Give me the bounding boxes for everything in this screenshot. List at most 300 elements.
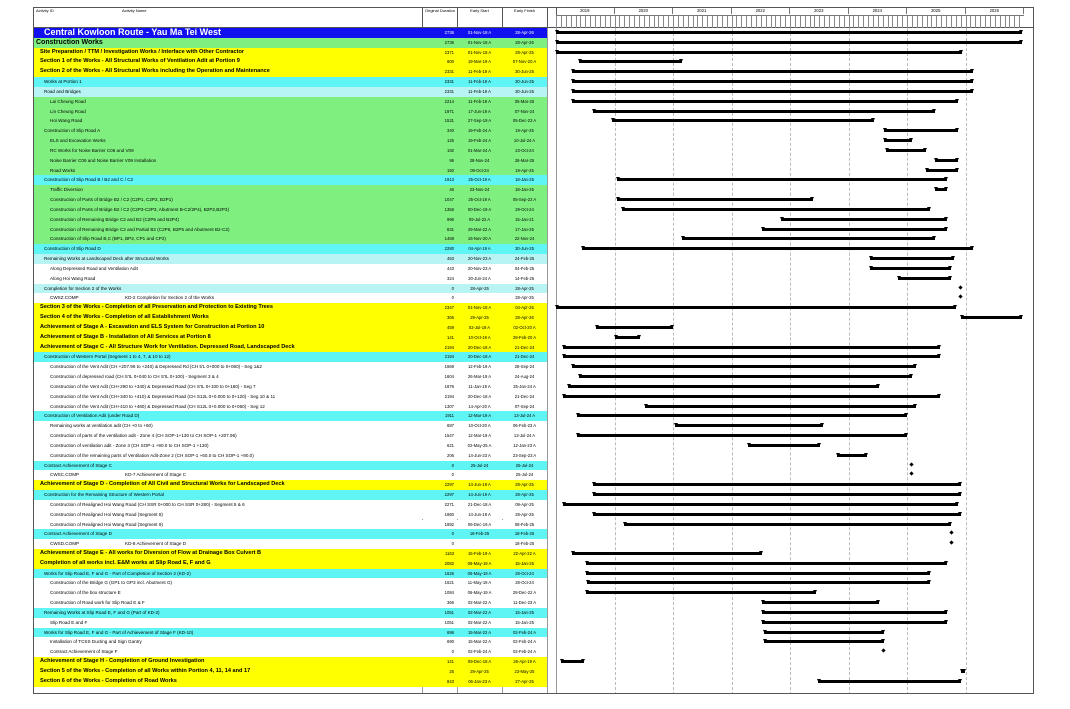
- gantt-bar[interactable]: [617, 198, 814, 201]
- activity-row[interactable]: [34, 628, 1033, 638]
- activity-label: Construction of Slip Road D: [44, 246, 101, 252]
- month-tick: [888, 16, 889, 28]
- activity-row[interactable]: [34, 392, 1033, 402]
- month-tick: [873, 16, 874, 28]
- activity-row[interactable]: [34, 77, 1033, 87]
- activity-label: Slip Road E and F: [50, 619, 88, 625]
- activity-label: ELS and Excavation Works: [50, 138, 106, 144]
- activity-row[interactable]: [34, 431, 1033, 441]
- activity-code-label: KD-7 Achievement of Stage C: [125, 472, 187, 478]
- early-finish-cell: 30-Jun-25: [515, 69, 534, 75]
- gantt-lane: [556, 146, 1024, 155]
- month-tick: [912, 16, 913, 28]
- early-finish-cell: 13-Jul-24 A: [513, 433, 536, 439]
- duration-cell: 46: [449, 187, 454, 193]
- activity-row[interactable]: [34, 372, 1033, 382]
- duration-cell: 141: [447, 659, 454, 665]
- early-start-cell: 17-Jun-19 A: [468, 108, 491, 114]
- gantt-bar[interactable]: [818, 680, 961, 683]
- activity-row[interactable]: [34, 461, 1033, 471]
- gantt-bar[interactable]: [568, 385, 879, 388]
- activity-row[interactable]: [34, 500, 1033, 510]
- gantt-bar[interactable]: [577, 414, 907, 417]
- month-tick: [771, 16, 772, 28]
- gantt-bar[interactable]: [579, 375, 911, 378]
- activity-row[interactable]: [34, 677, 1033, 687]
- activity-row[interactable]: [34, 244, 1033, 254]
- early-start-cell: 02-Mar-22 A: [467, 609, 492, 615]
- month-tick: [629, 16, 630, 28]
- early-finish-cell: 28-Oct-24: [515, 580, 534, 586]
- gantt-bar[interactable]: [587, 581, 930, 584]
- activity-row[interactable]: [34, 166, 1033, 176]
- gantt-lane: [556, 28, 1024, 37]
- gantt-bar[interactable]: [563, 346, 940, 349]
- gantt-bar[interactable]: [935, 188, 947, 191]
- activity-code-label: KD-2 Completion for Section 2 of the Works: [125, 295, 215, 301]
- gantt-lane: [556, 667, 1024, 676]
- year-label: 2023: [790, 8, 849, 14]
- month-tick: [697, 16, 698, 28]
- activity-label: Construction of depressed road (CH S'IL 0+040 to CH S'IL 0+100) - Segment 3 & 4: [50, 374, 219, 380]
- early-finish-cell: 08-Feb-25: [514, 521, 535, 527]
- gantt-lane: [556, 156, 1024, 165]
- activity-label: Achievement of Stage D - Completion of All Civil and Structural Works for Landscaped Deck: [40, 481, 285, 488]
- month-tick: [931, 16, 932, 28]
- gantt-bar[interactable]: [886, 149, 926, 152]
- early-finish-cell: 05-Mar-25: [514, 98, 535, 104]
- early-finish-cell: 21-Dec-24: [514, 344, 535, 350]
- header-activity-name[interactable]: Activity Name: [122, 8, 147, 13]
- gantt-bar[interactable]: [837, 454, 867, 457]
- gantt-bar[interactable]: [622, 208, 931, 211]
- gantt-bar[interactable]: [762, 611, 947, 614]
- month-tick: [722, 16, 723, 28]
- activity-label: Construction of the Vent Adit (CH+290 to +340) & Depressed Road (CH S'IL 0+100 to 0+160) - Seg 7: [50, 383, 256, 389]
- duration-cell: 1547: [444, 433, 454, 439]
- gantt-bar[interactable]: [593, 493, 960, 496]
- month-tick: [668, 16, 669, 28]
- gantt-lane: [556, 598, 1024, 607]
- gantt-bar[interactable]: [572, 365, 916, 368]
- duration-cell: 0: [451, 541, 454, 547]
- activity-row[interactable]: [34, 441, 1033, 451]
- early-start-cell: 11-Feb-19 A: [468, 69, 491, 75]
- activity-row[interactable]: [34, 156, 1033, 166]
- month-tick: [600, 16, 601, 28]
- activity-row[interactable]: [34, 313, 1033, 323]
- milestone-diamond[interactable]: [949, 531, 953, 535]
- gantt-bar[interactable]: [926, 169, 959, 172]
- early-finish-cell: 19-Apr-25: [515, 167, 534, 173]
- gantt-bar[interactable]: [596, 326, 673, 329]
- month-tick: [1019, 16, 1020, 28]
- activity-label: Hoi Wang Road: [50, 118, 83, 124]
- milestone-diamond[interactable]: [910, 472, 914, 476]
- duration-cell: 843: [447, 678, 454, 684]
- gantt-bar[interactable]: [572, 70, 972, 73]
- month-tick: [644, 16, 645, 28]
- gantt-bar[interactable]: [675, 424, 822, 427]
- month-tick: [649, 16, 650, 28]
- early-finish-cell: 28-Apr-26: [515, 30, 534, 35]
- activity-row[interactable]: [34, 215, 1033, 225]
- early-start-cell: 28-Nov-24: [469, 157, 490, 163]
- milestone-diamond[interactable]: [959, 295, 963, 299]
- month-tick: [883, 16, 884, 28]
- gantt-bar[interactable]: [556, 306, 956, 309]
- month-tick: [678, 16, 679, 28]
- gantt-bar[interactable]: [556, 51, 962, 54]
- gantt-lane: [556, 647, 1024, 656]
- gantt-bar[interactable]: [563, 355, 940, 358]
- month-tick: [936, 16, 937, 28]
- gantt-bar[interactable]: [612, 119, 874, 122]
- activity-row[interactable]: [34, 284, 1033, 294]
- activity-row[interactable]: [34, 205, 1033, 215]
- gantt-bar[interactable]: [961, 316, 1022, 319]
- gantt-bar[interactable]: [572, 80, 972, 83]
- activity-label: Construction of Realigned Hoi Wang Road (CH SSR 0+000 to CH SSR 0+280) - Segment 5 & 6: [50, 501, 245, 507]
- header-early-finish[interactable]: Early Finish: [514, 8, 535, 13]
- gantt-bar[interactable]: [586, 562, 946, 565]
- duration-cell: 2194: [444, 393, 454, 399]
- gantt-bar[interactable]: [870, 267, 952, 270]
- activity-row[interactable]: [34, 48, 1033, 58]
- duration-cell: 0: [451, 531, 454, 537]
- early-start-cell: 14-Apr-20 A: [468, 403, 491, 409]
- gantt-bar[interactable]: [764, 640, 883, 643]
- duration-cell: 2297: [444, 482, 454, 488]
- duration-cell: 2194: [444, 354, 454, 360]
- gantt-lane: [556, 628, 1024, 637]
- activity-label: Section 6 of the Works - Completion of Road Works: [40, 677, 177, 684]
- early-start-cell: 02-May-25 A: [467, 442, 492, 448]
- gantt-bar[interactable]: [762, 601, 879, 604]
- gantt-bar[interactable]: [593, 513, 960, 516]
- gantt-bar[interactable]: [593, 110, 935, 113]
- month-tick: [717, 16, 718, 28]
- duration-cell: 1084: [444, 590, 454, 596]
- early-start-cell: 23-Nov-24: [469, 187, 490, 193]
- duration-cell: 2280: [444, 246, 454, 252]
- activity-row[interactable]: [34, 569, 1033, 579]
- gantt-bar[interactable]: [577, 434, 907, 437]
- activity-row[interactable]: [34, 87, 1033, 97]
- month-tick: [975, 16, 976, 28]
- month-tick: [775, 16, 776, 28]
- early-start-cell: 02-Mar-22 A: [467, 619, 492, 625]
- activity-row[interactable]: [34, 559, 1033, 569]
- early-finish-cell: 18-Jan-25: [515, 177, 534, 183]
- activity-row[interactable]: [34, 254, 1033, 264]
- gantt-lane: [556, 392, 1024, 401]
- early-finish-cell: 24-Aug-24: [514, 374, 535, 380]
- gantt-lane: [556, 382, 1024, 391]
- gantt-lane: [556, 588, 1024, 597]
- gantt-bar[interactable]: [582, 247, 973, 250]
- duration-cell: 1604: [444, 374, 454, 380]
- gantt-bar[interactable]: [764, 631, 883, 634]
- activity-row[interactable]: [34, 195, 1033, 205]
- early-finish-cell: 29-Feb-20 A: [512, 334, 537, 340]
- activity-row[interactable]: [34, 38, 1033, 48]
- gantt-lane: [556, 284, 1024, 293]
- activity-row[interactable]: [34, 510, 1033, 520]
- early-start-cell: 12-Mar-19 A: [467, 413, 492, 419]
- gantt-bar[interactable]: [870, 257, 954, 260]
- early-finish-cell: 15-Jan-25: [515, 560, 534, 566]
- activity-label: Central Kowloon Route - Yau Ma Tei West: [44, 28, 222, 37]
- early-finish-cell: 12-Jan-23 A: [513, 442, 536, 448]
- month-tick: [741, 16, 742, 28]
- activity-row[interactable]: [34, 323, 1033, 333]
- duration-cell: 0: [451, 285, 454, 291]
- activity-row[interactable]: [34, 57, 1033, 67]
- early-start-cell: 20-Dec-18 A: [467, 393, 492, 399]
- duration-cell: 1163: [444, 550, 454, 556]
- activity-row[interactable]: [34, 637, 1033, 647]
- activity-row[interactable]: [34, 97, 1033, 107]
- duration-cell: 0: [451, 462, 454, 468]
- gantt-lane: [556, 97, 1024, 106]
- gantt-lane: [556, 441, 1024, 450]
- activity-row[interactable]: [34, 520, 1033, 530]
- gantt-bar[interactable]: [762, 228, 947, 231]
- milestone-diamond[interactable]: [910, 462, 914, 466]
- gantt-lane: [556, 637, 1024, 646]
- early-start-cell: 20-Jun-24 A: [468, 275, 491, 281]
- gantt-bar[interactable]: [579, 60, 682, 63]
- month-tick: [736, 16, 737, 28]
- early-start-cell: 06-May-19 A: [467, 570, 492, 576]
- header-activity-id[interactable]: Activity ID: [36, 8, 54, 13]
- activity-row[interactable]: [34, 234, 1033, 244]
- gantt-bar[interactable]: [563, 395, 940, 398]
- activity-row[interactable]: [34, 480, 1033, 490]
- activity-row[interactable]: [34, 126, 1033, 136]
- activity-row[interactable]: [34, 411, 1033, 421]
- gantt-bar[interactable]: [563, 503, 958, 506]
- early-finish-cell: 30-Jun-25: [515, 88, 534, 94]
- activity-row[interactable]: [34, 352, 1033, 362]
- activity-row[interactable]: [34, 490, 1033, 500]
- early-finish-cell: 02-Feb-24 A: [512, 639, 537, 645]
- activity-label: Works for Slip Road E, F and G - Part of Completion of Section 2 (KD-2): [44, 570, 191, 576]
- gantt-bar[interactable]: [682, 237, 935, 240]
- gantt-bar[interactable]: [645, 405, 916, 408]
- gantt-lane: [556, 136, 1024, 145]
- gantt-lane: [556, 461, 1024, 470]
- activity-row[interactable]: [34, 303, 1033, 313]
- activity-label: Construction of Slip Road A: [44, 128, 101, 134]
- duration-cell: 2331: [444, 88, 454, 94]
- early-finish-cell: 07-Sep-24: [514, 403, 535, 409]
- early-start-cell: 19-Mar-19 A: [467, 59, 492, 65]
- activity-row[interactable]: [34, 343, 1033, 353]
- duration-cell: 1051: [444, 619, 454, 625]
- activity-label: Construction Works: [36, 38, 103, 46]
- month-tick: [658, 16, 659, 28]
- activity-row[interactable]: [34, 28, 1033, 38]
- activity-label: Lai Cheung Road: [50, 98, 86, 104]
- year-label: 2024: [849, 8, 908, 14]
- duration-cell: 0: [451, 295, 454, 301]
- activity-row[interactable]: [34, 588, 1033, 598]
- early-finish-cell: 28-Dec-22 A: [512, 590, 537, 596]
- duration-cell: 2347: [444, 305, 454, 311]
- gantt-bar[interactable]: [961, 670, 966, 673]
- gantt-lane: [556, 274, 1024, 283]
- early-finish-cell: 28-Apr-25: [515, 492, 534, 497]
- month-tick: [561, 16, 562, 28]
- month-tick: [800, 16, 801, 28]
- activity-row[interactable]: [34, 67, 1033, 77]
- early-start-cell: 06-Dec-19 A: [467, 521, 492, 527]
- month-tick: [785, 16, 786, 28]
- month-tick: [980, 16, 981, 28]
- activity-row[interactable]: [34, 136, 1033, 146]
- activity-id: CWSC.COMP: [50, 472, 80, 478]
- gantt-bar[interactable]: [884, 139, 912, 142]
- activity-row[interactable]: [34, 618, 1033, 628]
- activity-label: RC Works for Noise Barrier C06 and V09: [50, 147, 134, 153]
- activity-row[interactable]: [34, 333, 1033, 343]
- activity-label: Completion for Section 2 of the Works: [44, 285, 122, 291]
- early-finish-cell: 18-Jan-25: [515, 187, 534, 193]
- early-finish-cell: 23-Sep-23 A: [512, 452, 537, 458]
- gantt-bar[interactable]: [762, 621, 947, 624]
- month-tick: [995, 16, 996, 28]
- month-tick: [824, 16, 825, 28]
- duration-cell: 1356: [444, 206, 454, 212]
- activity-id: CWSZ.COMP: [50, 295, 79, 301]
- activity-label: Construction of the Vent Adit (CH+410 to +460) & Depressed Road (CH S12L 0+0.000 to 0+060) - Seg 12: [50, 403, 265, 409]
- milestone-diamond[interactable]: [949, 541, 953, 545]
- milestone-diamond[interactable]: [881, 649, 885, 653]
- duration-cell: 621: [447, 442, 454, 448]
- month-tick: [897, 16, 898, 28]
- activity-row[interactable]: [34, 549, 1033, 559]
- duration-cell: 687: [447, 423, 454, 429]
- gantt-lane: [556, 67, 1024, 76]
- gantt-bar[interactable]: [898, 277, 952, 280]
- early-start-cell: 11-Jan-19 A: [468, 383, 491, 389]
- gantt-bar[interactable]: [884, 129, 959, 132]
- gantt-bar[interactable]: [561, 660, 584, 663]
- activity-row[interactable]: [34, 185, 1033, 195]
- activity-label: Construction of Slip Road B / B2 and C / C2: [44, 177, 134, 183]
- duration-cell: 600: [447, 59, 454, 65]
- month-tick: [780, 16, 781, 28]
- activity-row[interactable]: [34, 146, 1033, 156]
- month-tick: [985, 16, 986, 28]
- gantt-bar[interactable]: [572, 100, 958, 103]
- activity-row[interactable]: [34, 647, 1033, 657]
- activity-row[interactable]: [34, 382, 1033, 392]
- activity-row[interactable]: [34, 225, 1033, 235]
- activity-row[interactable]: [34, 421, 1033, 431]
- activity-row[interactable]: [34, 529, 1033, 539]
- month-tick: [761, 16, 762, 28]
- activity-label: Construction of the Vent Adit (CH+340 to +410) & Depressed Road (CH S12L 0+0.000 to 0+120) - Seg 10 & 11: [50, 393, 276, 399]
- gantt-bar[interactable]: [624, 523, 952, 526]
- activity-label: Construction of Realigned Hoi Wang Road (Segment 9): [50, 521, 163, 527]
- activity-row[interactable]: [34, 116, 1033, 126]
- gantt-bar[interactable]: [781, 218, 947, 221]
- activity-row[interactable]: [34, 402, 1033, 412]
- header-early-start[interactable]: Early Start: [470, 8, 489, 13]
- activity-row[interactable]: [34, 107, 1033, 117]
- duration-cell: 0: [451, 472, 454, 478]
- early-start-cell: 04-Apr-19 A: [468, 246, 491, 252]
- gantt-lane: [556, 205, 1024, 214]
- early-finish-cell: 24-Feb-25: [514, 256, 535, 262]
- activity-row[interactable]: [34, 598, 1033, 608]
- gantt-bar[interactable]: [748, 444, 821, 447]
- duration-cell: 150: [447, 167, 454, 173]
- early-finish-cell: 28-Apr-26: [515, 39, 534, 45]
- activity-row[interactable]: [34, 362, 1033, 372]
- duration-cell: 831: [447, 226, 454, 232]
- gantt-bar[interactable]: [617, 178, 947, 181]
- gantt-bar[interactable]: [572, 90, 972, 93]
- activity-row[interactable]: [34, 608, 1033, 618]
- gantt-lane: [556, 529, 1024, 538]
- activity-row[interactable]: [34, 264, 1033, 274]
- gantt-bar[interactable]: [556, 31, 1022, 34]
- activity-row[interactable]: [34, 539, 1033, 549]
- early-finish-cell: 10-Jul-24 A: [513, 138, 536, 144]
- gantt-bar[interactable]: [615, 336, 641, 339]
- activity-row[interactable]: [34, 578, 1033, 588]
- gantt-bar[interactable]: [593, 483, 960, 486]
- year-label: 2019: [556, 8, 615, 14]
- gantt-bar[interactable]: [586, 572, 930, 575]
- gantt-bar[interactable]: [572, 552, 762, 555]
- activity-row[interactable]: [34, 657, 1033, 667]
- activity-row[interactable]: [34, 274, 1033, 284]
- duration-cell: 1860: [444, 511, 454, 517]
- activity-row[interactable]: [34, 470, 1033, 480]
- gantt-lane: [556, 293, 1024, 302]
- gantt-bar[interactable]: [586, 591, 815, 594]
- early-finish-cell: 05-Sep-22 A: [512, 197, 537, 203]
- gantt-lane: [556, 608, 1024, 617]
- early-finish-cell: 22-Apr-22 A: [513, 550, 536, 556]
- gantt-lane: [556, 549, 1024, 558]
- milestone-diamond[interactable]: [959, 285, 963, 289]
- activity-row[interactable]: [34, 451, 1033, 461]
- month-tick: [790, 16, 791, 28]
- activity-row[interactable]: [34, 293, 1033, 303]
- duration-cell: 1626: [444, 570, 454, 576]
- activity-row[interactable]: [34, 175, 1033, 185]
- activity-row[interactable]: [34, 667, 1033, 677]
- early-start-cell: [457, 470, 502, 480]
- gantt-bar[interactable]: [556, 41, 1022, 44]
- activity-label: Construction of Road work for Slip Road E & F: [50, 600, 145, 606]
- early-start-cell: 01-Nov-18 A: [467, 49, 492, 55]
- header-original-duration[interactable]: Original Duration: [424, 8, 455, 13]
- duration-cell: 96: [449, 157, 454, 163]
- activity-label: Achievement of Stage C - All Structure Work for Ventilation. Depressed Road, Landscaped Deck: [40, 343, 295, 350]
- early-start-cell: 06-May-19 A: [467, 590, 492, 596]
- early-start-cell: 09-Jul-22 A: [468, 216, 491, 222]
- duration-cell: 1876: [444, 383, 454, 389]
- gantt-lane: [556, 87, 1024, 96]
- gantt-bar[interactable]: [935, 159, 958, 162]
